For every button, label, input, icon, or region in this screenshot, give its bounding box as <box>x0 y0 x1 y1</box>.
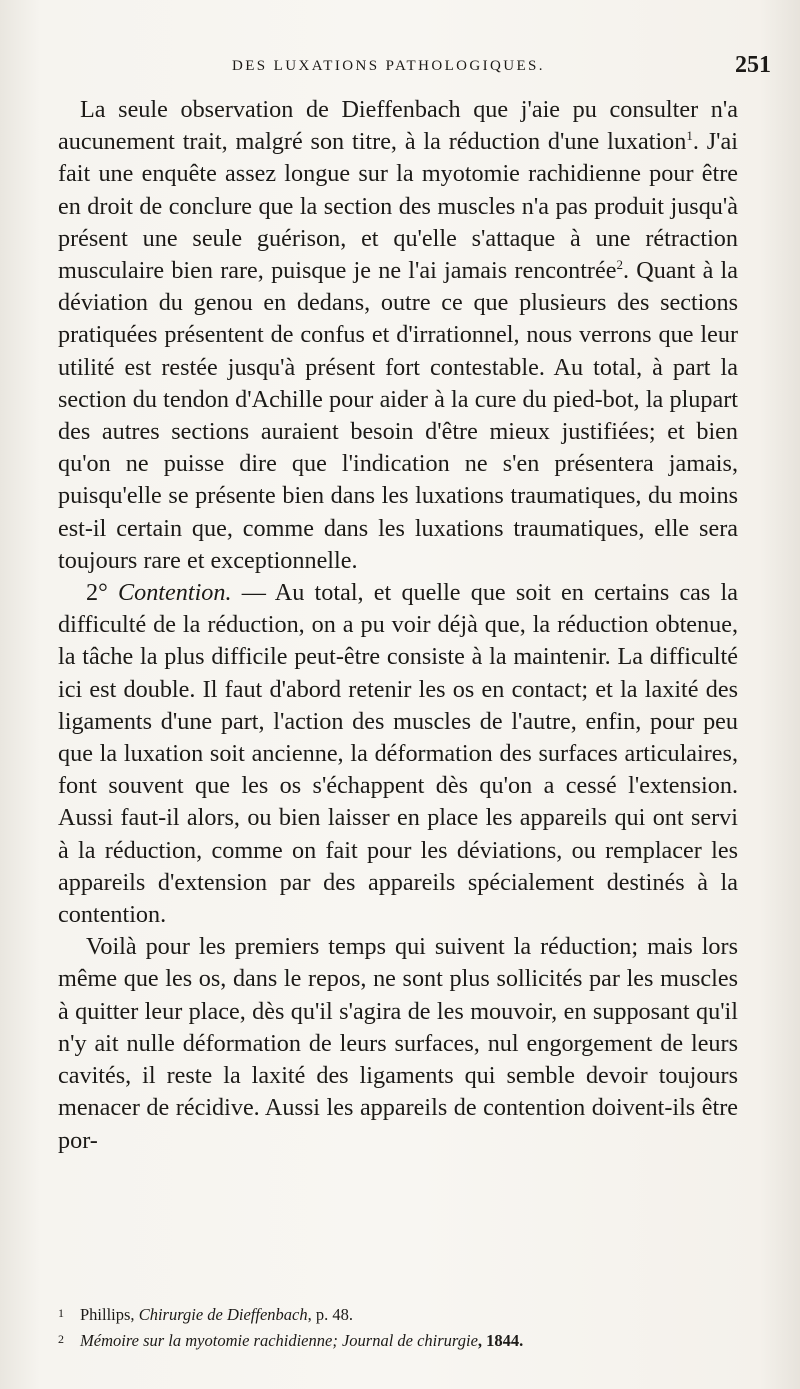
section-heading: Contention. <box>117 579 232 607</box>
page-header <box>0 52 800 82</box>
body-text <box>58 94 738 1157</box>
paragraph-1-part-c: . Quant à la déviation du genou en dedans, outre ce que plusieurs des sections pratiquées présentent de confus et d'irrationnel, nous verrons que leur utilité est restée jusqu'à présent fort contestable. Au total, à part la section du tendon d'Achille pour aider à la cure du pied-bot, la plupart des autres sections auraient besoin d'être mieux justifiées; et bien qu'on ne puisse dire que l'indication ne s'en présentera jamais, puisqu'elle se présente bien dans les luxations traumatiques, du moins est-il certain que, comme dans les luxations traumatiques, elle sera toujours rare et exceptionnelle. <box>58 257 738 574</box>
footnote-1 <box>58 1302 738 1328</box>
page-number: 251 <box>735 52 771 78</box>
footnote-2-mark: 2 <box>58 1332 64 1346</box>
paragraph-2-text: — Au total, et quelle que soit en certains cas la difficulté de la réduction, on a pu voir déjà que, la réduction obtenue, la tâche la plus difficile peut-être consiste à la maintenir. La difficulté ici est double. Il faut d'abord retenir les os en contact; et la laxité des ligaments d'une part, l'action des muscles de l'autre, enfin, pour peu que la luxation soit ancienne, la déformation des surfaces articulaires, font souvent que les os s'échappent dès qu'on a cessé l'extension. Aussi faut-il alors, ou bien laisser en place les appareils qui ont servi à la réduction, comme on fait pour les déviations, ou remplacer les appareils d'extension par des appareils spécialement destinés à la contention. <box>58 579 738 929</box>
footnote-2 <box>58 1328 738 1354</box>
footnote-1-mark: 1 <box>58 1306 64 1320</box>
paragraph-3-text: Voilà pour les premiers temps qui suivent la réduction; mais lors même que les os, dans le repos, ne sont plus sollicités par les muscles à quitter leur place, dès qu'il s'agira de les mouvoir, en supposant qu'il n'y ait nulle déformation de leurs surfaces, nul engorgement de leurs cavités, il reste la laxité des ligaments qui semble devoir toujours menacer de récidive. Aussi les appareils de contention doivent-ils être por- <box>58 933 738 1154</box>
paragraph-3 <box>58 931 738 1156</box>
paragraph-1-part-b: . J'ai fait une enquête assez longue sur la myotomie rachidienne pour être en droit de conclure que la section des muscles n'a pas produit jusqu'à présent une seule guérison, et qu'elle s'attaque à une rétraction musculaire bien rare, puisque je ne l'ai jamais rencontrée <box>58 128 738 285</box>
footnote-2-title: Mémoire sur la myotomie rachidienne; Journal de chirurgie <box>80 1331 478 1350</box>
paragraph-1-part-a: La seule observation de Dieffenbach que j'aie pu consulter n'a aucunement trait, malgré son titre, à la réduction d'une luxation <box>58 96 738 156</box>
footnote-1-rest: , p. 48. <box>307 1305 354 1324</box>
running-head: DES LUXATIONS PATHOLOGIQUES. <box>232 58 545 74</box>
paragraph-2 <box>58 577 738 931</box>
footnote-ref-1: 1 <box>686 128 693 144</box>
footnote-1-title: Chirurgie de Dieffenbach <box>138 1305 308 1324</box>
section-number: 2° <box>86 579 108 607</box>
footnote-1-author: Phillips, <box>80 1305 139 1324</box>
footnotes <box>58 1302 738 1354</box>
footnote-ref-2: 2 <box>616 257 623 273</box>
paragraph-1 <box>58 94 738 577</box>
footnote-2-rest: , 1844. <box>477 1331 524 1350</box>
